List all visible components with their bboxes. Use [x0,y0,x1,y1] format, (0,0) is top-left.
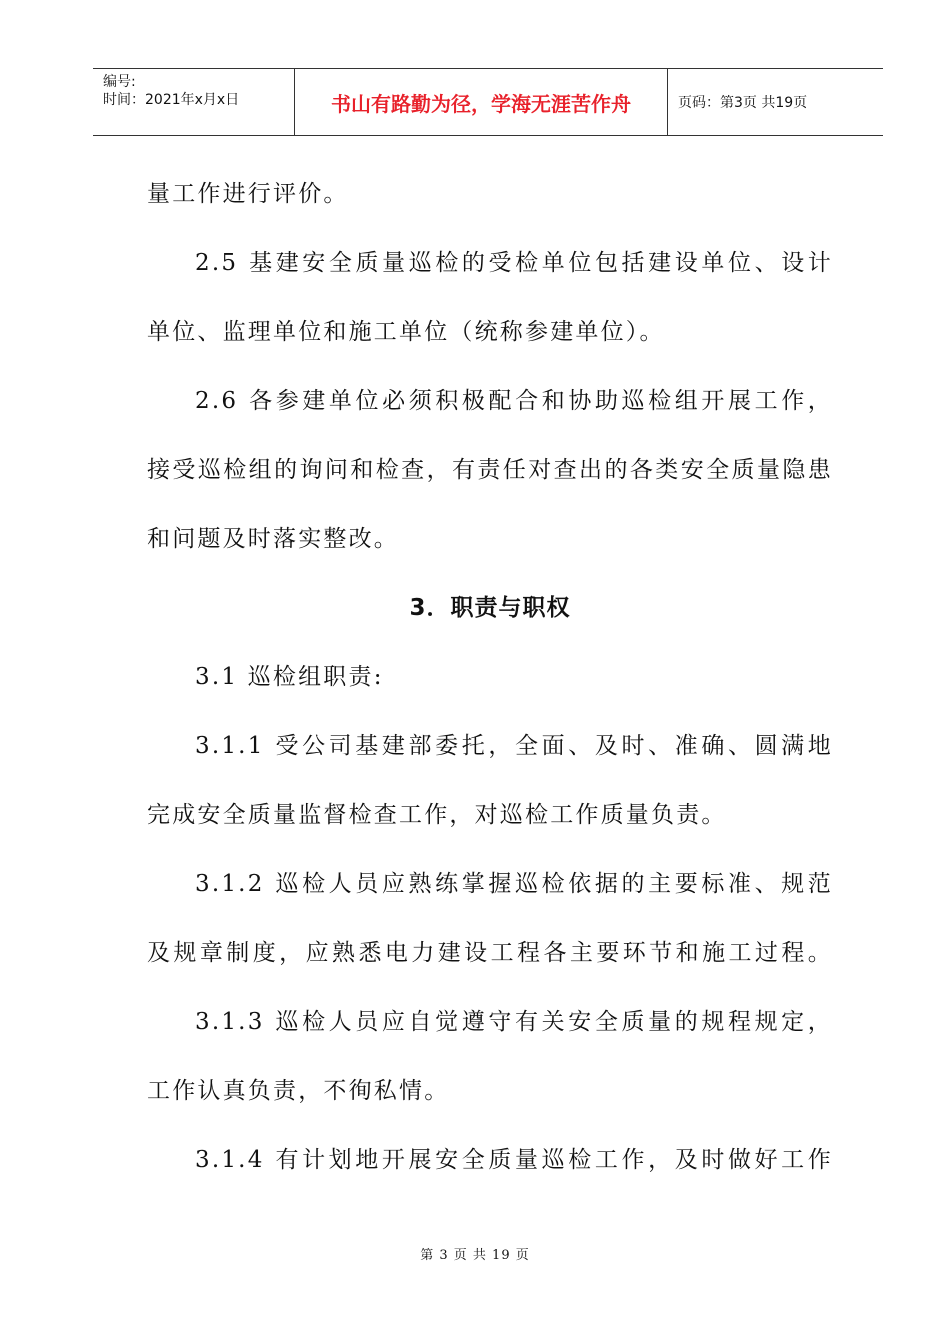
body-line-13: 3.1.3 巡检人员应自觉遵守有关安全质量的规程规定， [195,1009,833,1035]
body-line-12: 及规章制度，应熟悉电力建设工程各主要环节和施工过程。 [147,940,833,966]
body-line-2: 2.5 基建安全质量巡检的受检单位包括建设单位、设计 [195,250,833,276]
body-line-9: 3.1.1 受公司基建部委托，全面、及时、准确、圆满地 [195,733,833,759]
body-line-6: 和问题及时落实整改。 [147,526,399,552]
page-header [93,68,883,136]
body-line-14: 工作认真负责，不徇私情。 [147,1078,450,1104]
body-line-8: 3.1 巡检组职责: [195,664,384,690]
body-line-1: 量工作进行评价。 [147,181,349,207]
section-heading: 3．职责与职权 [409,595,571,621]
body-line-3: 单位、监理单位和施工单位（统称参建单位）。 [147,319,665,345]
body-line-10: 完成安全质量监督检查工作，对巡检工作质量负责。 [147,802,727,828]
body-line-11: 3.1.2 巡检人员应熟练掌握巡检依据的主要标准、规范 [195,871,833,897]
body-line-4: 2.6 各参建单位必须积极配合和协助巡检组开展工作， [195,388,833,414]
header-page-label: 页码：第3页 共19页 [678,95,808,111]
document-body [147,160,833,1195]
time-label: 时间：2021年x月x日 [103,92,240,108]
header-meta [93,69,295,135]
page-footer: 第 3 页 共 19 页 [420,1248,530,1263]
body-line-5: 接受巡检组的询问和检查，有责任对查出的各类安全质量隐患 [147,457,833,483]
number-label: 编号: [103,74,136,90]
body-line-15: 3.1.4 有计划地开展安全质量巡检工作，及时做好工作 [195,1147,833,1173]
header-motto: 书山有路勤为径，学海无涯苦作舟 [295,69,668,135]
